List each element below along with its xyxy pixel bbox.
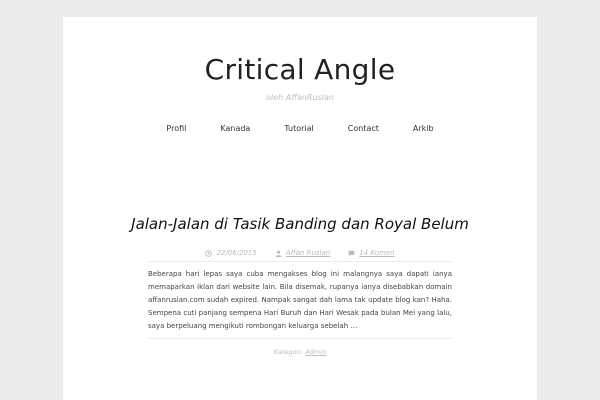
- nav-item-contact[interactable]: Contact: [347, 124, 379, 133]
- page-card: [63, 17, 537, 400]
- excerpt-divider: [148, 338, 452, 339]
- nav-item-arkib[interactable]: Arkib: [412, 124, 434, 133]
- clock-icon: [205, 250, 212, 257]
- category-link[interactable]: Admin: [305, 348, 327, 356]
- post-excerpt: Beberapa hari lepas saya cuba mengakses blog ini malangnya saya dapati ianya memaparkan iklan dari website lain. Bila disemak, rupanya ianya disebabkan domain affanruslan.com sudah expired. Nampak sangat dah lama tak update blog kan? Haha. Sempena cuti panjang sempena Hari Buruh dan Hari Wesak pada bulan Mei yang lalu, saya berpeluang mengikuti rombongan keluarga sebelah …: [148, 270, 452, 330]
- user-icon: [275, 250, 282, 257]
- post-date[interactable]: [205, 249, 256, 257]
- post-date-text: 22/06/2015: [216, 249, 257, 257]
- nav-item-profil[interactable]: Profil: [166, 124, 187, 133]
- comment-icon: [348, 250, 355, 257]
- post-category: [63, 348, 537, 356]
- nav-item-kanada[interactable]: Kanada: [220, 124, 251, 133]
- post-title[interactable]: Jalan-Jalan di Tasik Banding dan Royal Belum: [131, 215, 469, 233]
- nav-item-tutorial[interactable]: Tutorial: [284, 124, 314, 133]
- post-meta: [63, 249, 537, 257]
- site-description: oleh AffanRuslan: [266, 93, 334, 102]
- meta-divider: [148, 261, 452, 262]
- post-comments-link[interactable]: 14 Komen: [359, 249, 395, 257]
- post-author-link[interactable]: Affan Ruslan: [285, 249, 331, 257]
- post-author[interactable]: [275, 249, 330, 257]
- main-nav: [63, 124, 537, 133]
- category-label: Kategori:: [273, 348, 304, 356]
- site-title[interactable]: Critical Angle: [204, 53, 396, 86]
- post-comments[interactable]: [348, 249, 394, 257]
